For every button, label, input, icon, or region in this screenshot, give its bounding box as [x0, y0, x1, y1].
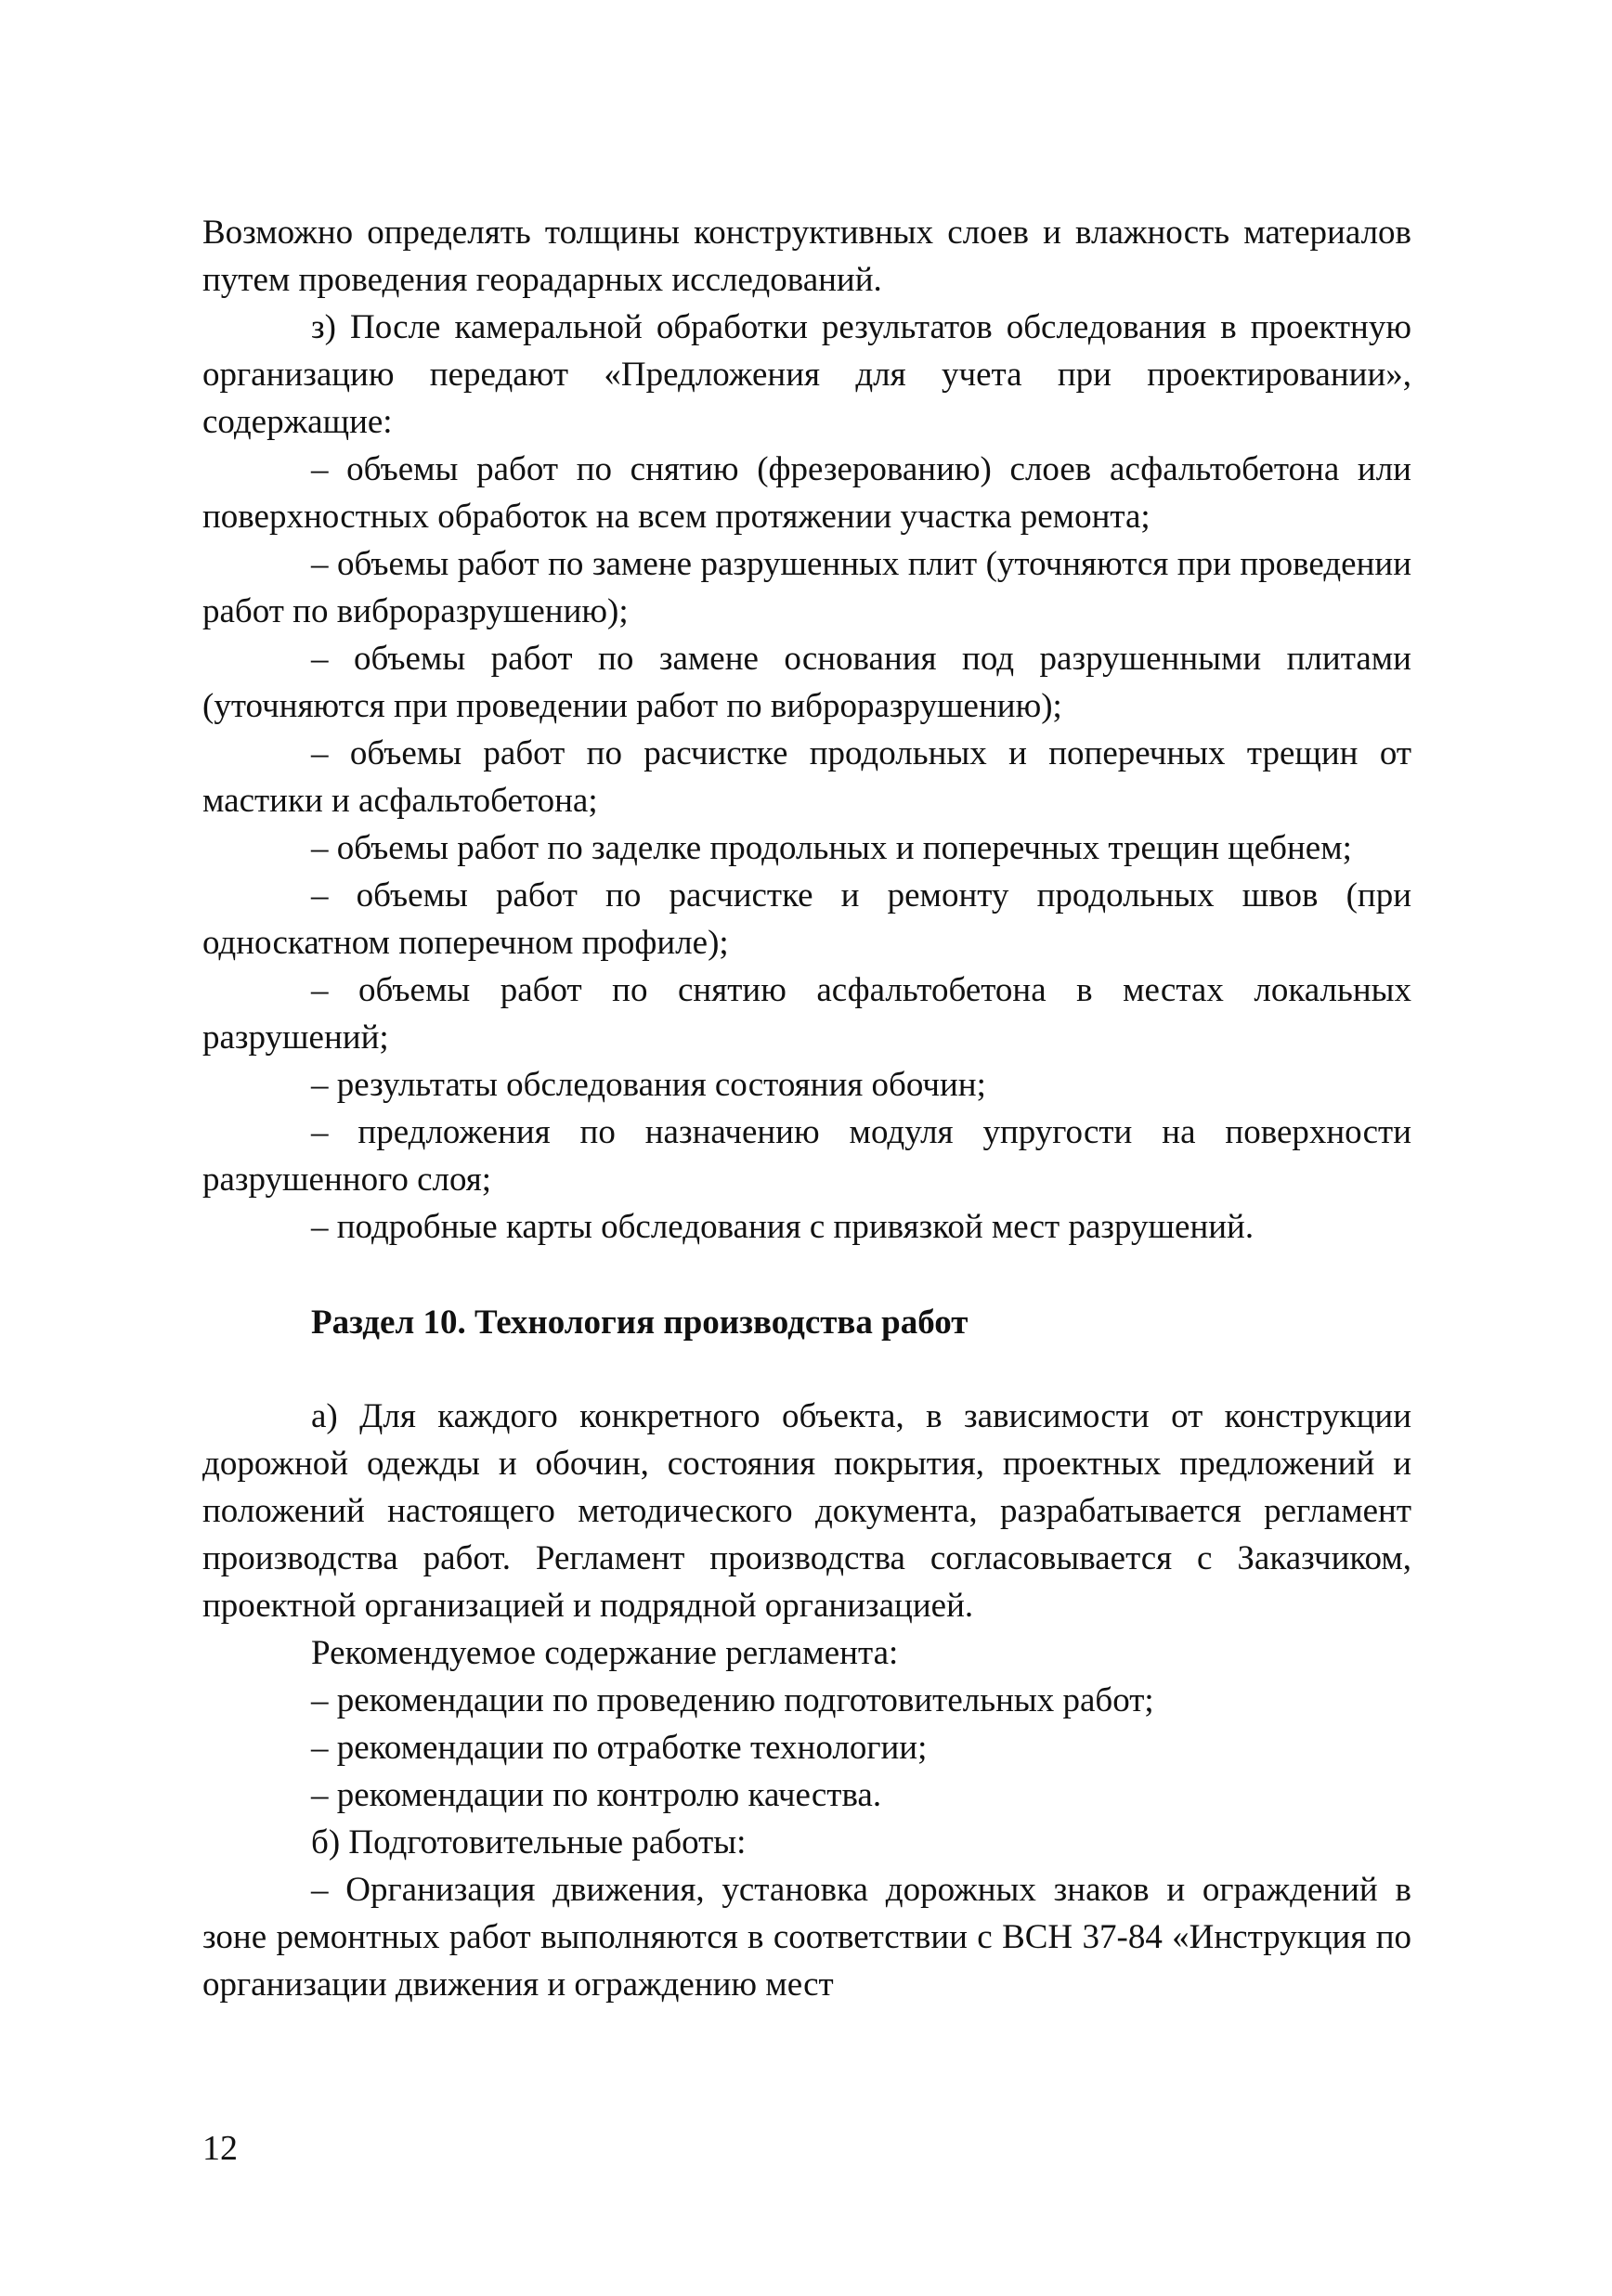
proposal-item: – объемы работ по замене разрушенных плит (уточняются при проведении работ по виброразрушению); [202, 545, 1411, 630]
point-b-paragraph: б) Подготовительные работы: [311, 1823, 747, 1861]
proposal-item: – объемы работ по расчистке продольных и поперечных трещин от мастики и асфальтобетона; [202, 734, 1411, 820]
proposal-item: – объемы работ по снятию (фрезерованию) слоев асфальтобетона или поверхностных обработок на всем протяжении участка ремонта; [202, 450, 1411, 536]
reglament-item: – рекомендации по контролю качества. [311, 1776, 882, 1814]
reglament-intro: Рекомендуемое содержание регламента: [311, 1634, 899, 1672]
proposal-item: – подробные карты обследования с привязкой мест разрушений. [311, 1208, 1254, 1246]
proposal-item: – объемы работ по снятию асфальтобетона в местах локальных разрушений; [202, 971, 1411, 1057]
organization-paragraph: – Организация движения, установка дорожных знаков и ограждений в зоне ремонтных работ выполняются в соответствии с ВСН 37-84 «Инструкция по организации движения и ограждению мест [202, 1871, 1411, 2004]
proposal-item: – объемы работ по заделке продольных и поперечных трещин щебнем; [311, 829, 1352, 867]
proposal-item: – объемы работ по расчистке и ремонту продольных швов (при односкатном поперечном профиле); [202, 876, 1411, 962]
reglament-item: – рекомендации по отработке технологии; [311, 1729, 928, 1767]
point-z-paragraph: з) После камеральной обработки результатов обследования в проектную организацию передают «Предложения для учета при проектировании», содержащие: [202, 308, 1411, 441]
section-heading: Раздел 10. Технология производства работ [311, 1304, 968, 1342]
proposal-item: – объемы работ по замене основания под разрушенными плитами (уточняются при проведении работ по виброразрушению); [202, 640, 1411, 725]
reglament-item: – рекомендации по проведению подготовительных работ; [311, 1681, 1154, 1719]
point-a-paragraph: а) Для каждого конкретного объекта, в зависимости от конструкции дорожной одежды и обочин, состояния покрытия, проектных предложений и положений настоящего методического документа, разрабатывается регламент производства работ. Регламент производства согласовывается с Заказчиком, проектной организацией и подрядной организацией. [202, 1397, 1411, 1625]
proposal-item: – результаты обследования состояния обочин; [311, 1066, 986, 1104]
proposal-item: – предложения по назначению модуля упругости на поверхности разрушенного слоя; [202, 1113, 1411, 1199]
intro-paragraph: Возможно определять толщины конструктивных слоев и влажность материалов путем проведения георадарных исследований. [202, 214, 1411, 299]
page-number: 12 [202, 2129, 238, 2168]
page-body [202, 209, 1411, 2008]
